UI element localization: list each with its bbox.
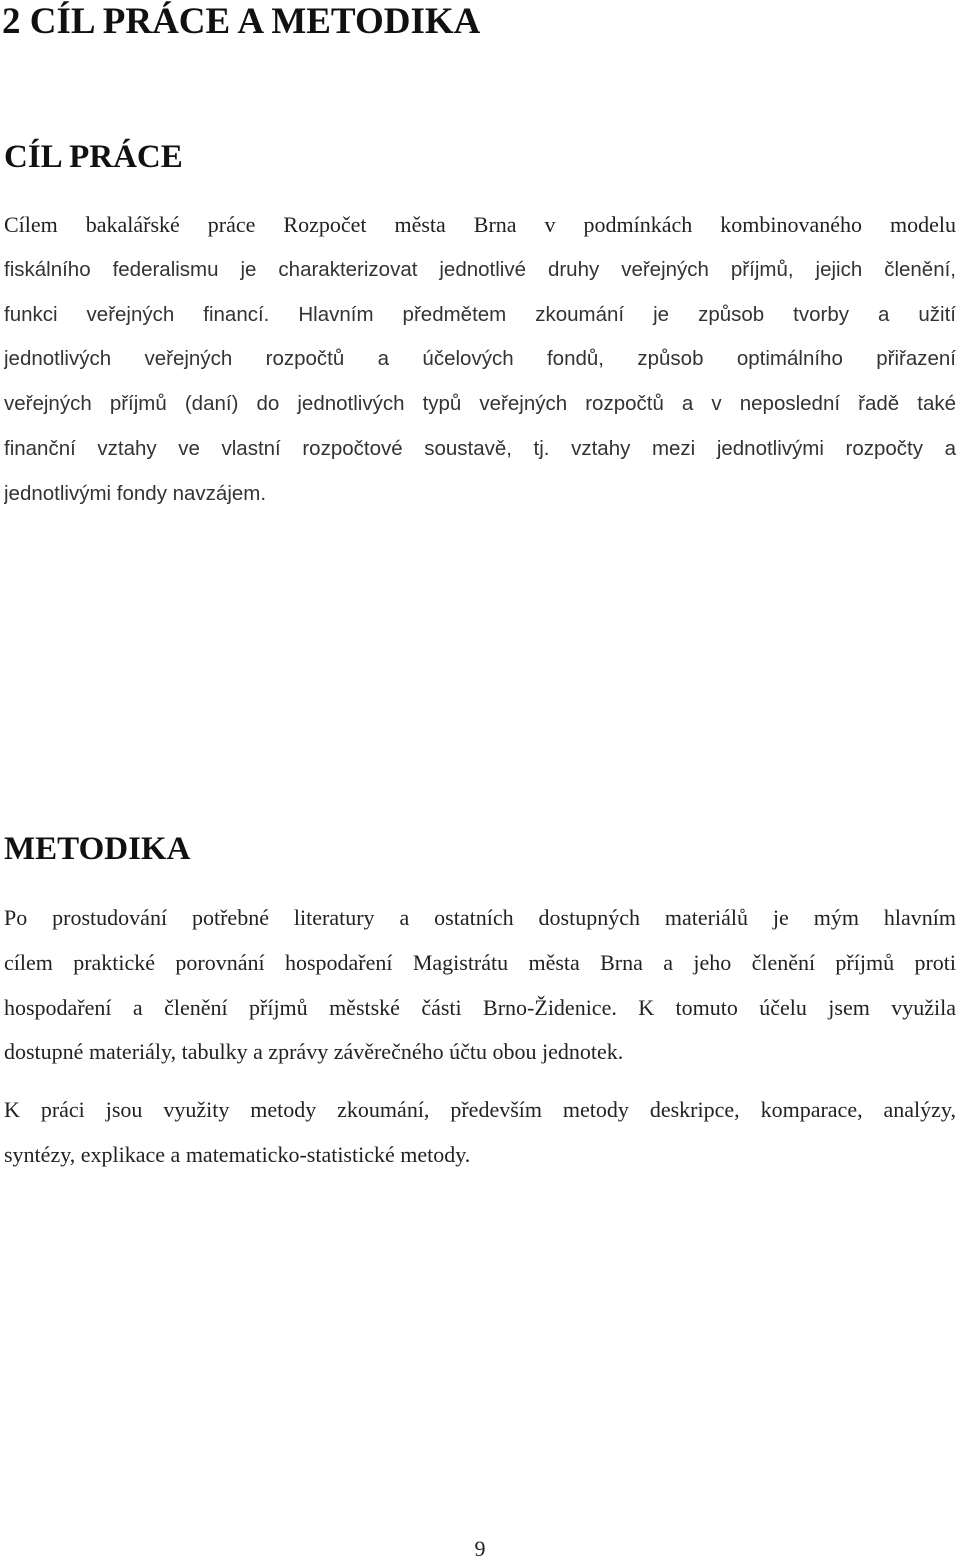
paragraph-line: hospodaření a členění příjmů městské části Brno-Židenice. K tomuto účelu jsem využila	[4, 994, 956, 1020]
paragraph-line: Po prostudování potřebné literatury a ostatních dostupných materiálů je mým hlavním	[4, 905, 956, 930]
paragraph-line: veřejných příjmů (daní) do jednotlivých typů veřejných rozpočtů a v neposlední řadě také	[4, 392, 956, 416]
paragraph-line: syntézy, explikace a matematicko-statistické metody.	[4, 1141, 471, 1167]
paragraph-line: cílem praktické porovnání hospodaření Magistrátu města Brna a jeho členění příjmů proti	[4, 949, 956, 975]
section-heading-metodika: METODIKA	[4, 831, 191, 867]
chapter-title: 2 CÍL PRÁCE A METODIKA	[2, 1, 481, 42]
paragraph-line: Cílem bakalářské práce Rozpočet města Brna v podmínkách kombinovaného modelu	[4, 212, 956, 237]
paragraph-line: fiskálního federalismu je charakterizovat jednotlivé druhy veřejných příjmů, jejich členění,	[4, 257, 956, 281]
paragraph-metodika-1	[4, 896, 956, 1075]
section-heading-cil-prace: CÍL PRÁCE	[4, 139, 183, 175]
page-number: 9	[474, 1536, 486, 1561]
paragraph-cil-prace	[4, 203, 956, 517]
paragraph-metodika-2	[4, 1088, 956, 1178]
paragraph-line: jednotlivých veřejných rozpočtů a účelových fondů, způsob optimálního přiřazení	[4, 347, 956, 371]
paragraph-line: K práci jsou využity metody zkoumání, především metody deskripce, komparace, analýzy,	[4, 1097, 956, 1122]
paragraph-line: finanční vztahy ve vlastní rozpočtové soustavě, tj. vztahy mezi jednotlivými rozpočty a	[4, 436, 956, 460]
paragraph-line: jednotlivými fondy navzájem.	[4, 481, 267, 505]
paragraph-line: dostupné materiály, tabulky a zprávy závěrečného účtu obou jednotek.	[4, 1039, 624, 1065]
paragraph-line: funkci veřejných financí. Hlavním předmětem zkoumání je způsob tvorby a užití	[4, 302, 956, 326]
